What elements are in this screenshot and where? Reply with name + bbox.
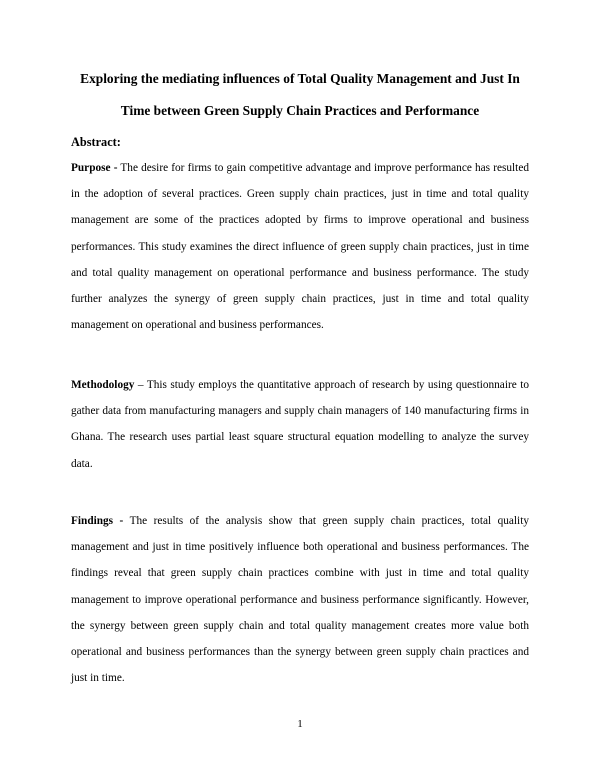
abstract-heading: Abstract: xyxy=(71,135,121,149)
paper-title-line-1: Exploring the mediating influences of Total Quality Management and Just In xyxy=(80,71,520,86)
page-number: 1 xyxy=(297,718,303,730)
findings-text: The results of the analysis show that green supply chain practices, total quality management and just in time positively influence both operational and business performances. The findings reveal that green supply chain practices combine with just in time and total quality management to improve operational performance and business performance significantly. However, the synergy between green supply chain and total quality management creates more value both operational and business performances than the synergy between green supply chain practices and just in time. xyxy=(71,515,529,685)
methodology-paragraph xyxy=(71,372,529,477)
methodology-lead: Methodology xyxy=(71,379,135,391)
purpose-lead: Purpose - xyxy=(71,162,118,174)
purpose-text: The desire for firms to gain competitive advantage and improve performance has resulted in the adoption of several practices. Green supply chain practices, just in time and total quality management are some of the practices adopted by firms to improve operational and business performances. This study examines the direct influence of green supply chain practices, just in time and total quality management on operational performance and business performance. The study further analyzes the synergy of green supply chain practices, just in time and total quality management on operational and business performances. xyxy=(71,162,529,332)
methodology-text: – This study employs the quantitative approach of research by using questionnaire to gather data from manufacturing managers and supply chain managers of 140 manufacturing firms in Ghana. The research uses partial least square structural equation modelling to analyze the survey data. xyxy=(71,379,530,470)
findings-lead: Findings - xyxy=(71,515,124,527)
purpose-paragraph xyxy=(71,155,529,338)
paper-title-line-2: Time between Green Supply Chain Practices and Performance xyxy=(120,103,480,118)
findings-paragraph xyxy=(71,508,529,691)
